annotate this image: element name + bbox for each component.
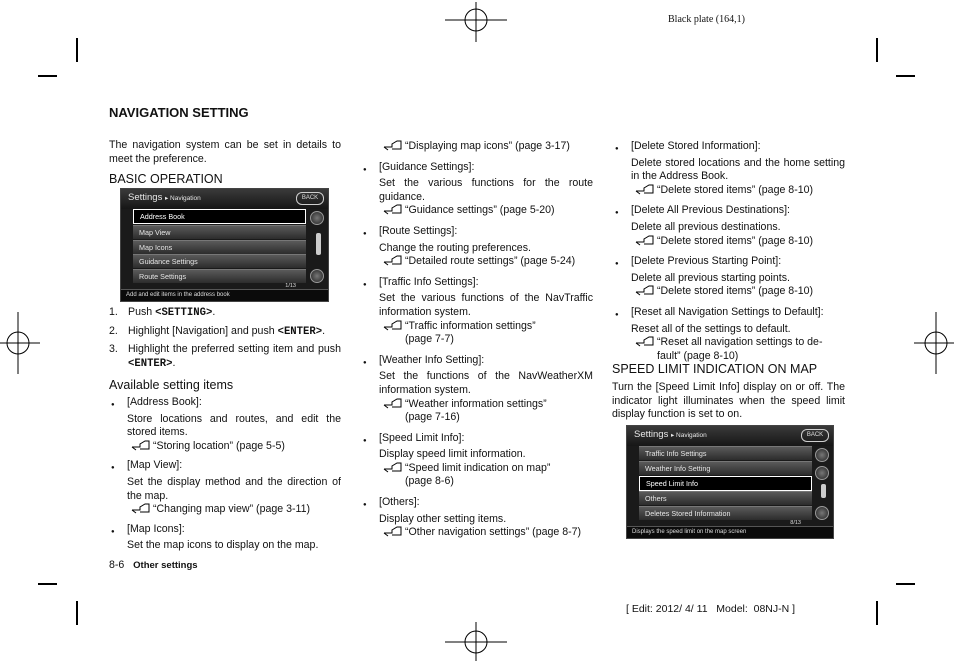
scroll-mid-icon[interactable] (815, 466, 829, 480)
item-others: ● [Others]: Display other setting items. “Other navigation settings” (page 8-7) (379, 496, 593, 540)
item-delete-previous-starting-point: ● [Delete Previous Starting Point]: Delete all previous starting points. “Delete stored items” (page 8-10) (631, 255, 845, 299)
step-1: 1. Push <SETTING>. (109, 306, 216, 319)
edit-info: [ Edit: 2012/ 4/ 11 Model: 08NJ-N ] (626, 603, 796, 615)
reference-icon (635, 336, 655, 347)
registration-mark-top (445, 2, 507, 42)
col3-items (631, 140, 845, 363)
item-delete-stored-information: ● [Delete Stored Information]: Delete stored locations and the home setting in the Address Book. “Delete stored items” (page 8-10) (631, 140, 845, 197)
item-map-view: ● [Map View]: Set the display method and the direction of the map. “Changing map view” (page 3-11) (127, 459, 341, 516)
scrollbar[interactable] (821, 484, 826, 498)
item-guidance-settings: ● [Guidance Settings]: Set the various functions for the route guidance. “Guidance settings” (page 5-20) (379, 161, 593, 218)
reference-icon (383, 320, 403, 331)
menu-item-route-settings[interactable]: Route Settings (133, 269, 306, 283)
item-route-settings: ● [Route Settings]: Change the routing preferences. “Detailed route settings” (page 5-24) (379, 225, 593, 269)
scroll-up-icon[interactable] (310, 211, 324, 225)
item-map-icons: ● [Map Icons]: Set the map icons to display on the map. (127, 523, 341, 553)
item-speed-limit-info: ● [Speed Limit Info]: Display speed limit information. “Speed limit indication on map” (page 8-6) (379, 432, 593, 489)
ref-map-icons: “Displaying map icons” (page 3-17) (383, 140, 593, 154)
menu-item-weather-info-setting[interactable]: Weather Info Setting (639, 461, 812, 475)
page-number: 8-6 (109, 559, 125, 571)
settings-list (639, 446, 812, 521)
registration-mark-right (914, 312, 954, 374)
screen-footer: Add and edit items in the address book (121, 289, 328, 301)
page-footer (109, 559, 198, 573)
scroll-up-icon[interactable] (815, 448, 829, 462)
speed-limit-heading: SPEED LIMIT INDICATION ON MAP (612, 362, 818, 376)
scroll-down-icon[interactable] (310, 269, 324, 283)
menu-item-guidance-settings[interactable]: Guidance Settings (133, 254, 306, 268)
page-indicator: 1/13 (285, 283, 296, 289)
registration-mark-bottom (445, 622, 507, 661)
steps-list (109, 306, 341, 371)
reference-icon (383, 398, 403, 409)
menu-item-map-icons[interactable]: Map Icons (133, 240, 306, 254)
step-3: 3. Highlight the preferred setting item and push <ENTER>. (109, 343, 341, 370)
available-items-heading: Available setting items (109, 378, 234, 392)
back-button[interactable]: BACK (801, 429, 829, 442)
menu-item-address-book[interactable]: Address Book (133, 209, 306, 224)
reference-icon (635, 184, 655, 195)
reference-icon (383, 255, 403, 266)
reference-icon (131, 503, 151, 514)
menu-item-map-view[interactable]: Map View (133, 225, 306, 239)
col2-items (379, 140, 593, 540)
screen-footer: Displays the speed limit on the map screen (627, 526, 833, 538)
item-weather-info-setting: ● [Weather Info Setting]: Set the functions of the NavWeatherXM information system. “Weather information settings” (page 7-16) (379, 354, 593, 425)
scrollbar[interactable] (316, 233, 321, 255)
reference-icon (131, 440, 151, 451)
screen-title: Settings ▸ Navigation (634, 429, 707, 440)
reference-icon (383, 140, 403, 151)
section-name: Other settings (133, 560, 198, 571)
menu-item-delete-stored-information[interactable]: Deletes Stored Information (639, 506, 812, 520)
page-title: NAVIGATION SETTING (109, 105, 249, 120)
menu-item-traffic-info-settings[interactable]: Traffic Info Settings (639, 446, 812, 460)
item-reset-navigation-settings: ● [Reset all Navigation Settings to Default]: Reset all of the settings to default. “Reset all navigation settings to de- fault” (page 8-10) (631, 306, 845, 363)
item-traffic-info-settings: ● [Traffic Info Settings]: Set the various functions of the NavTraffic information system. “Traffic information settings” (page 7-7) (379, 276, 593, 347)
intro-text: The navigation system can be set in details to meet the preference. (109, 139, 341, 165)
registration-mark-left (0, 312, 40, 374)
basic-operation-heading: BASIC OPERATION (109, 172, 223, 186)
back-button[interactable]: BACK (296, 192, 324, 205)
step-2: 2. Highlight [Navigation] and push <ENTER>. (109, 324, 326, 338)
reference-icon (383, 526, 403, 537)
settings-screen-2 (626, 425, 834, 539)
col1-items (127, 396, 341, 553)
speed-limit-text: Turn the [Speed Limit Info] display on or off. The indicator light illuminates when the speed limit display function is set to on. (612, 381, 845, 421)
reference-icon (383, 204, 403, 215)
page-indicator: 8/13 (790, 520, 801, 526)
reference-icon (635, 285, 655, 296)
settings-list (133, 209, 306, 284)
item-address-book: ● [Address Book]: Store locations and routes, and edit the stored items. “Storing location” (page 5-5) (127, 396, 341, 453)
plate-label: Black plate (164,1) (668, 14, 745, 25)
menu-item-speed-limit-info[interactable]: Speed Limit Info (639, 476, 812, 491)
reference-icon (635, 235, 655, 246)
scroll-down-icon[interactable] (815, 506, 829, 520)
item-delete-all-previous-destinations: ● [Delete All Previous Destinations]: Delete all previous destinations. “Delete stored items” (page 8-10) (631, 204, 845, 248)
settings-screen-1 (120, 188, 329, 302)
menu-item-others[interactable]: Others (639, 491, 812, 505)
reference-icon (383, 462, 403, 473)
screen-title: Settings ▸ Navigation (128, 192, 201, 203)
